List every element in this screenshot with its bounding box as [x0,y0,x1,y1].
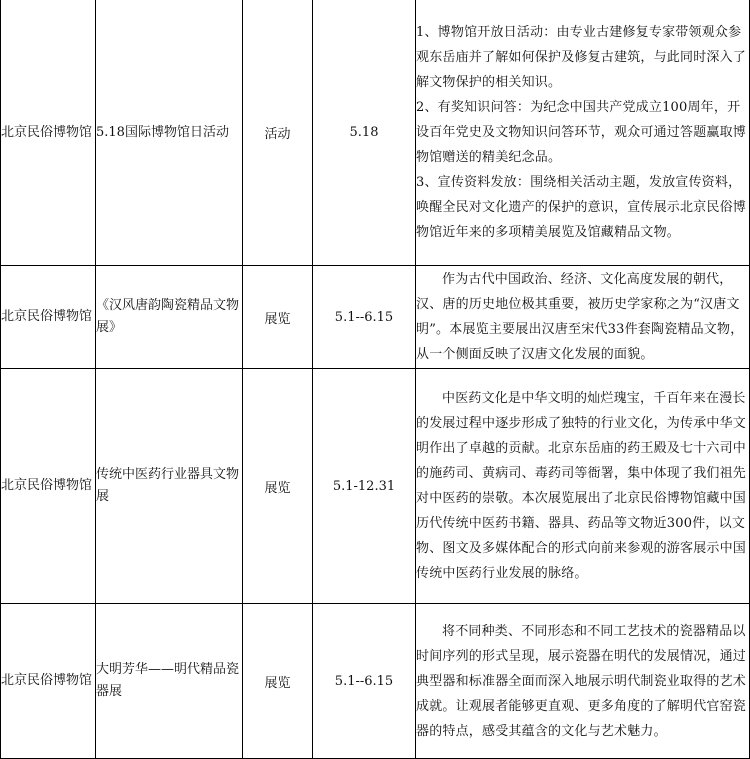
event-date-cell: 5.18 [313,0,416,266]
description-cell [416,369,750,604]
event-date-cell: 5.1-12.31 [313,369,416,604]
event-type-cell: 展览 [243,604,313,759]
table-row [1,369,750,604]
venue-cell: 北京民俗博物馆 [1,266,96,369]
event-date-cell: 5.1--6.15 [313,266,416,369]
event-type-cell: 展览 [243,266,313,369]
event-name-cell: 传统中医药行业器具文物展 [96,369,243,604]
description-paragraph: 将不同种类、不同形态和不同工艺技术的瓷器精品以时间序列的形式呈现，展示瓷器在明代的发展情况，通过典型器和标准器全面而深入地展示明代制瓷业取得的艺术成就。让观展者能够更直观、更多角度的了解明代官窑瓷器的特点，感受其蕴含的文化与艺术魅力。 [416,623,747,739]
event-name-cell: 5.18国际博物馆日活动 [96,0,243,266]
venue-cell: 北京民俗博物馆 [1,369,96,604]
description-paragraph: 作为古代中国政治、经济、文化高度发展的朝代，汉、唐的历史地位极其重要，被历史学家称之为“汉唐文明”。本展览主要展出汉唐至宋代33件套陶瓷精品文物，从一个侧面反映了汉唐文化发展的面貌。 [416,272,744,362]
venue-cell: 北京民俗博物馆 [1,604,96,759]
event-name-cell: 《汉风唐韵陶瓷精品文物展》 [96,266,243,369]
venue-cell: 北京民俗博物馆 [1,0,96,266]
table-row [1,604,750,759]
event-date-cell: 5.1--6.15 [313,604,416,759]
description-paragraph: 1、博物馆开放日活动：由专业古建修复专家带领观众参观东岳庙并了解如何保护及修复古建筑，与此同时深入了解文物保护的相关知识。 [416,25,747,90]
table-row [1,266,750,369]
table-row [1,0,750,266]
description-cell [416,604,750,759]
description-cell [416,266,750,369]
description-paragraph: 中医药文化是中华文明的灿烂瑰宝，千百年来在漫长的发展过程中逐步形成了独特的行业文化，为传承中华文明作出了卓越的贡献。北京东岳庙的药王殿及七十六司中的施药司、黄病司、毒药司等衙署，集中体现了我们祖先对中医药的崇敬。本次展览展出了北京民俗博物馆藏中国历代传统中医药书籍、器具、药品等文物近300件，以文物、图文及多媒体配合的形式向前来参观的游客展示中国传统中医药行业发展的脉络。 [416,391,747,581]
description-paragraph: 3、宣传资料发放：围绕相关活动主题，发放宣传资料，唤醒全民对文化遗产的保护的意识，宣传展示北京民俗博物馆近年来的多项精美展览及馆藏精品文物。 [416,175,747,240]
description-paragraph: 2、有奖知识问答：为纪念中国共产党成立100周年，开设百年党史及文物知识问答环节，观众可通过答题赢取博物馆赠送的精美纪念品。 [416,100,747,165]
event-name-cell: 大明芳华——明代精品瓷器展 [96,604,243,759]
description-cell [416,0,750,266]
event-type-cell: 展览 [243,369,313,604]
event-type-cell: 活动 [243,0,313,266]
